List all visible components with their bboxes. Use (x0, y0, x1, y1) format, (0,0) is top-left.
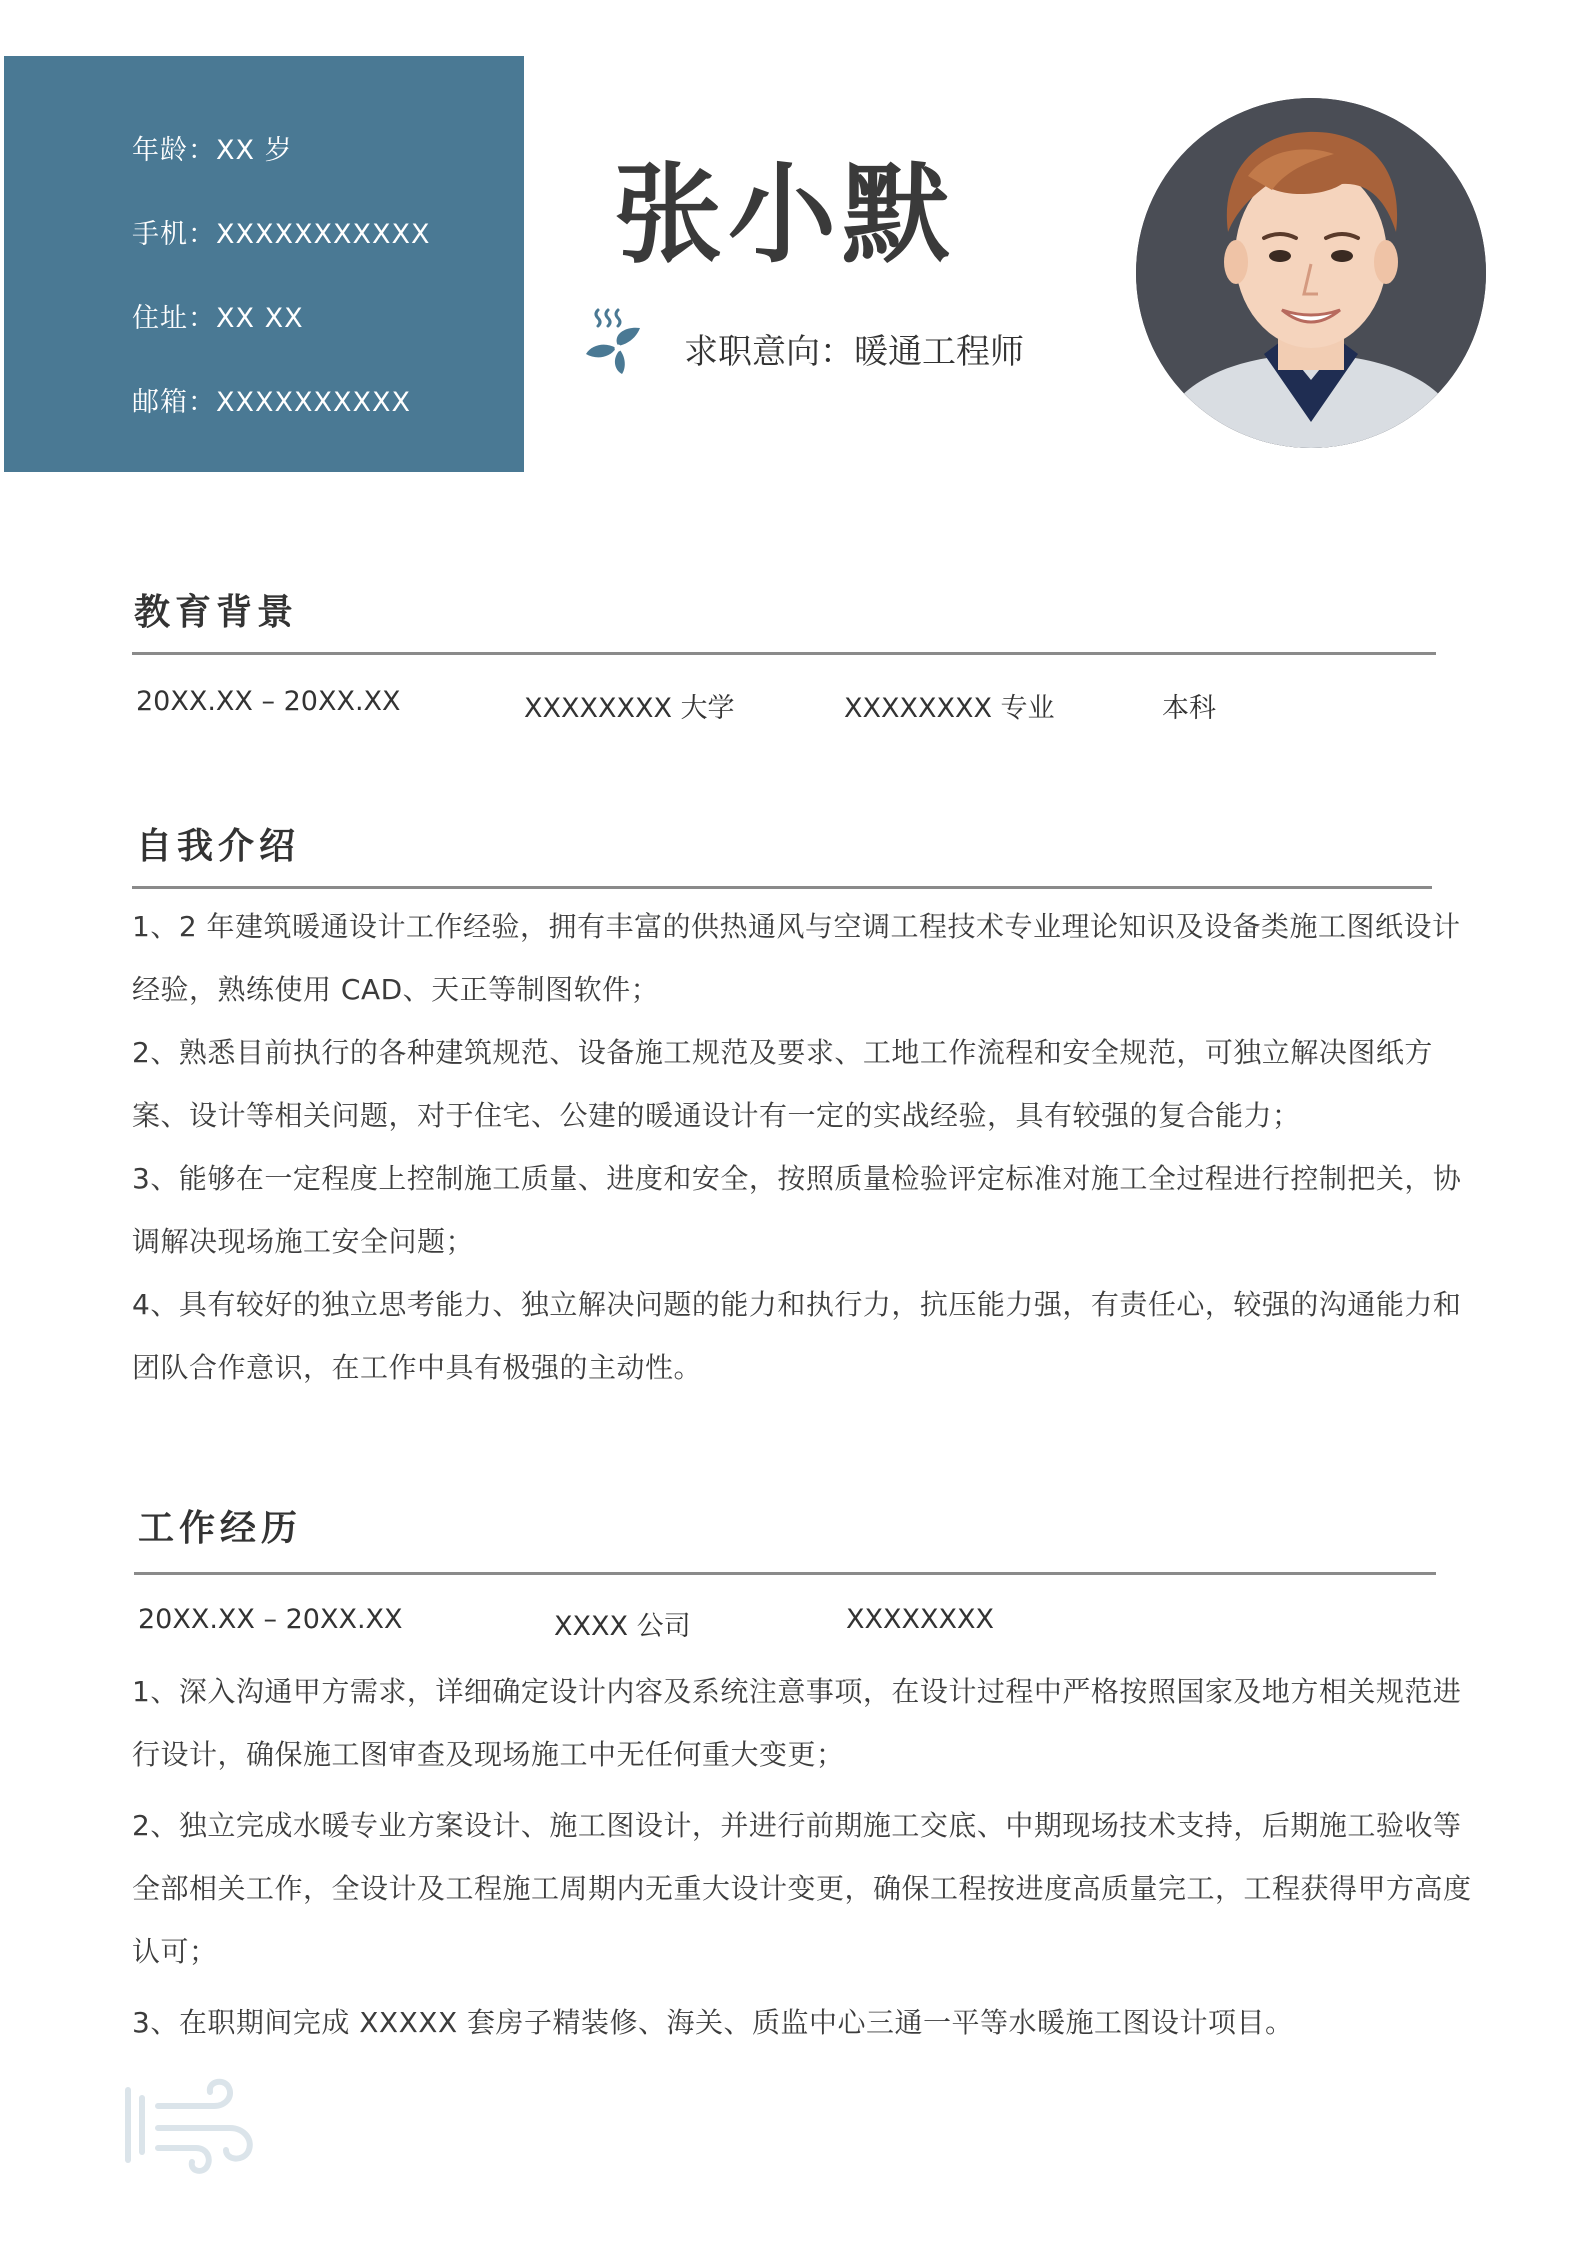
self-intro-item: 3、能够在一定程度上控制施工质量、进度和安全，按照质量检验评定标准对施工全过程进行控制把关，协调解决现场施工安全问题； (132, 1162, 1462, 1258)
work-duties-list (132, 1660, 1472, 2054)
self-intro-item: 4、具有较好的独立思考能力、独立解决问题的能力和执行力，抗压能力强，有责任心，较强的沟通能力和团队合作意识，在工作中具有极强的主动性。 (132, 1288, 1462, 1384)
wind-icon (122, 2076, 258, 2174)
job-intent: 求职意向：暖通工程师 (684, 332, 1024, 372)
section-title-work: 工作经历 (138, 1508, 303, 1549)
education-school: XXXXXXXX 大学 (524, 693, 735, 724)
self-intro-item: 1、2 年建筑暖通设计工作经验，拥有丰富的供热通风与空调工程技术专业理论知识及设备类施工图纸设计经验，熟练使用 CAD、天正等制图软件； (132, 910, 1461, 1006)
work-position: XXXXXXXX (846, 1604, 994, 1635)
contact-age: 年龄：XX 岁 (132, 135, 293, 166)
self-intro-item: 2、熟悉目前执行的各种建筑规范、设备施工规范及要求、工地工作流程和安全规范，可独立解决图纸方案、设计等相关问题，对于住宅、公建的暖通设计有一定的实战经验，具有较强的复合能力； (132, 1036, 1433, 1132)
section-title-self-intro: 自我介绍 (136, 826, 301, 867)
work-duty-item: 2、独立完成水暖专业方案设计、施工图设计，并进行前期施工交底、中期现场技术支持，后期施工验收等全部相关工作，全设计及工程施工周期内无重大设计变更，确保工程按进度高质量完工，工程获得甲方高度认可； (132, 1809, 1472, 1968)
contact-email: 邮箱：XXXXXXXXXX (132, 387, 411, 418)
contact-phone: 手机：XXXXXXXXXXX (132, 219, 431, 250)
divider-self-intro (132, 886, 1432, 889)
education-period: 20XX.XX – 20XX.XX (136, 686, 401, 717)
fan-heat-icon (582, 304, 652, 376)
education-degree: 本科 (1162, 693, 1216, 724)
work-duty-item: 3、在职期间完成 XXXXX 套房子精装修、海关、质监中心三通一平等水暖施工图设计项目。 (132, 2006, 1294, 2039)
divider-work (134, 1572, 1436, 1575)
work-company: XXXX 公司 (554, 1611, 691, 1642)
avatar-portrait (1136, 98, 1486, 448)
self-intro-list (132, 895, 1472, 1399)
contact-address: 住址：XX XX (132, 303, 304, 334)
education-major: XXXXXXXX 专业 (844, 693, 1055, 724)
work-period: 20XX.XX – 20XX.XX (138, 1604, 403, 1635)
section-title-education: 教育背景 (134, 592, 299, 633)
contact-panel (4, 56, 524, 472)
divider-education (132, 652, 1436, 655)
avatar (1136, 98, 1486, 448)
work-duty-item: 1、深入沟通甲方需求，详细确定设计内容及系统注意事项，在设计过程中严格按照国家及地方相关规范进行设计，确保施工图审查及现场施工中无任何重大变更； (132, 1675, 1462, 1771)
resume-name: 张小默 (614, 153, 957, 278)
